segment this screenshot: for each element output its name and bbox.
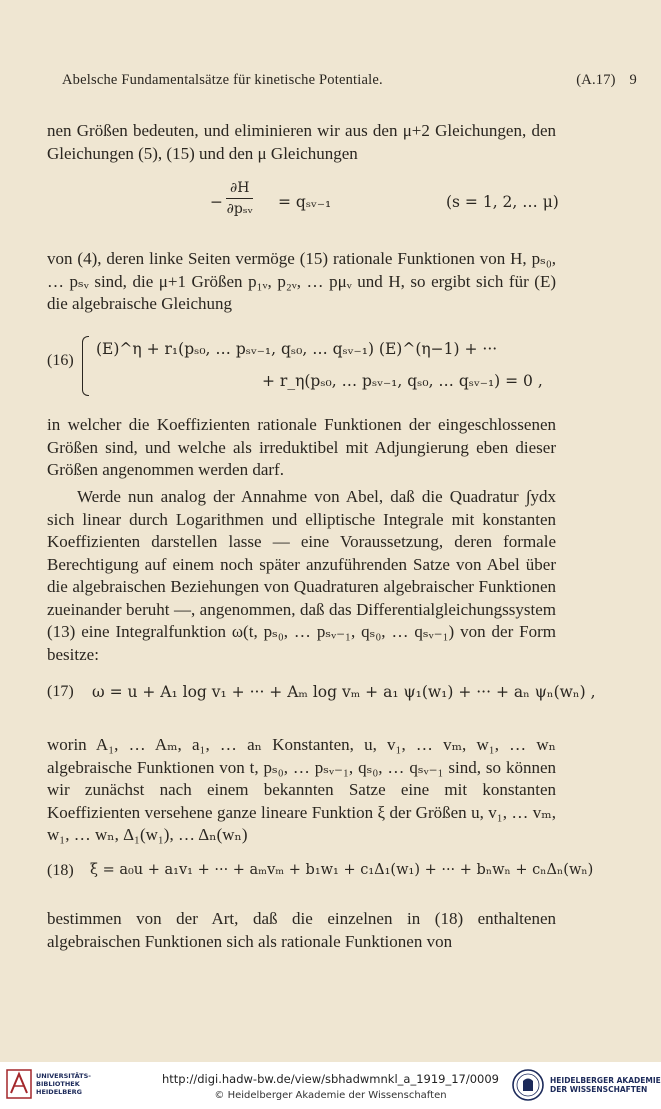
equation-17-label: (17) [47,683,74,700]
equation-18-label: (18) [47,862,74,879]
equation-18: ξ = a₀u + a₁v₁ + ··· + aₘvₘ + b₁w₁ + c₁Δ₁(w₁) + ··· + bₙwₙ + cₙΔₙ(wₙ) [90,862,594,878]
equation-17: ω = u + A₁ log v₁ + ··· + Aₘ log vₘ + a₁ ψ₁(w₁) + ··· + aₙ ψₙ(wₙ) , [92,683,596,701]
fraction-denominator: ∂pₛᵥ [226,201,253,217]
page-reference [566,72,637,89]
fraction-numerator: ∂H [226,180,253,199]
academy-name: HEIDELBERGER AKADEMIE DER WISSENSCHAFTEN [550,1076,661,1094]
academy-seal-icon [512,1068,544,1102]
paragraph-1: nen Größen bedeuten, und eliminieren wir aus den μ+2 Gleichungen, den Gleichungen (5), (15) und den μ Gleichungen [47,121,556,163]
equation-minus: − [210,193,223,211]
paragraph-4: Werde nun analog der Annahme von Abel, daß die Quadratur ∫ydx sich linear durch Logarithmen und elliptische Integrale mit konstanten Koeffizienten darstellen lasse — eine Voraussetzung, deren formale Berechtigung auf einem noch später anzuführenden Satze von Abel über die algebraischen Beziehungen von Quadraturen algebraischer Funktionen zueinander beruht —, angenommen, daß das Differentialgleichungssystem (13) eine Integralfunktion ω(t, pₛ₀, … pₛᵥ₋₁, qₛ₀, … qₛᵥ₋₁) von der Form besitze: [47,487,556,664]
paragraph-5: worin A₁, … Aₘ, a₁, … aₙ Konstanten, u, v₁, … vₘ, w₁, … wₙ algebraische Funktionen von t, pₛ₀, … pₛᵥ₋₁, qₛ₀, … qₛᵥ₋₁ sind, so können wir zunächst nach einem bekannten Satze eine mit konstanten Koeffizienten versehene ganze lineare Funktion ξ der Größen u, v₁, … vₘ, w₁, … wₙ, Δ₁(w₁), … Δₙ(wₙ) [47,735,556,844]
equation-16-label: (16) [47,352,74,369]
section-label: (A.17) [576,72,616,88]
equation-condition: (s = 1, 2, … μ) [446,193,559,211]
paragraph-3: in welcher die Koeffizienten rationale Funktionen der eingeschlossenen Größen sind, und welche als irreduktibel mit Adjungierung eben dieser Größen angenommen werden darf. [47,415,556,479]
equation-16-line-1: (E)^η + r₁(pₛ₀, … pₛᵥ₋₁, qₛ₀, … qₛᵥ₋₁) (E)^(η−1) + ··· [96,340,498,358]
equation-16-brace [82,336,89,396]
running-title: Abelsche Fundamentalsätze für kinetische Potentiale. [62,72,383,88]
paragraph-6: bestimmen von der Art, daß die einzelnen in (18) enthaltenen algebraischen Funktionen sich als rationale Funktionen von [47,909,556,951]
page-number: 9 [629,72,637,88]
university-library-name: UNIVERSITÄTS- BIBLIOTHEK HEIDELBERG [36,1072,91,1096]
permalink-url[interactable]: http://digi.hadw-bw.de/view/sbhadwmnkl_a_1919_17/0009 [162,1072,499,1086]
equation-fraction [226,180,253,217]
equation-16-line-2: + r_η(pₛ₀, … pₛᵥ₋₁, qₛ₀, … qₛᵥ₋₁) = 0 , [262,372,543,390]
copyright-notice: © Heidelberger Akademie der Wissenschaften [214,1090,447,1101]
viewer-footer [0,1062,661,1109]
equation-rhs: = qₛᵥ₋₁ [278,193,332,211]
paragraph-2: von (4), deren linke Seiten vermöge (15) rationale Funktionen von H, pₛ₀, … pₛᵥ sind, die μ+1 Größen p₁ᵥ, p₂ᵥ, … pμᵥ und H, so ergibt sich für (E) die algebraische Gleichung [47,249,556,313]
